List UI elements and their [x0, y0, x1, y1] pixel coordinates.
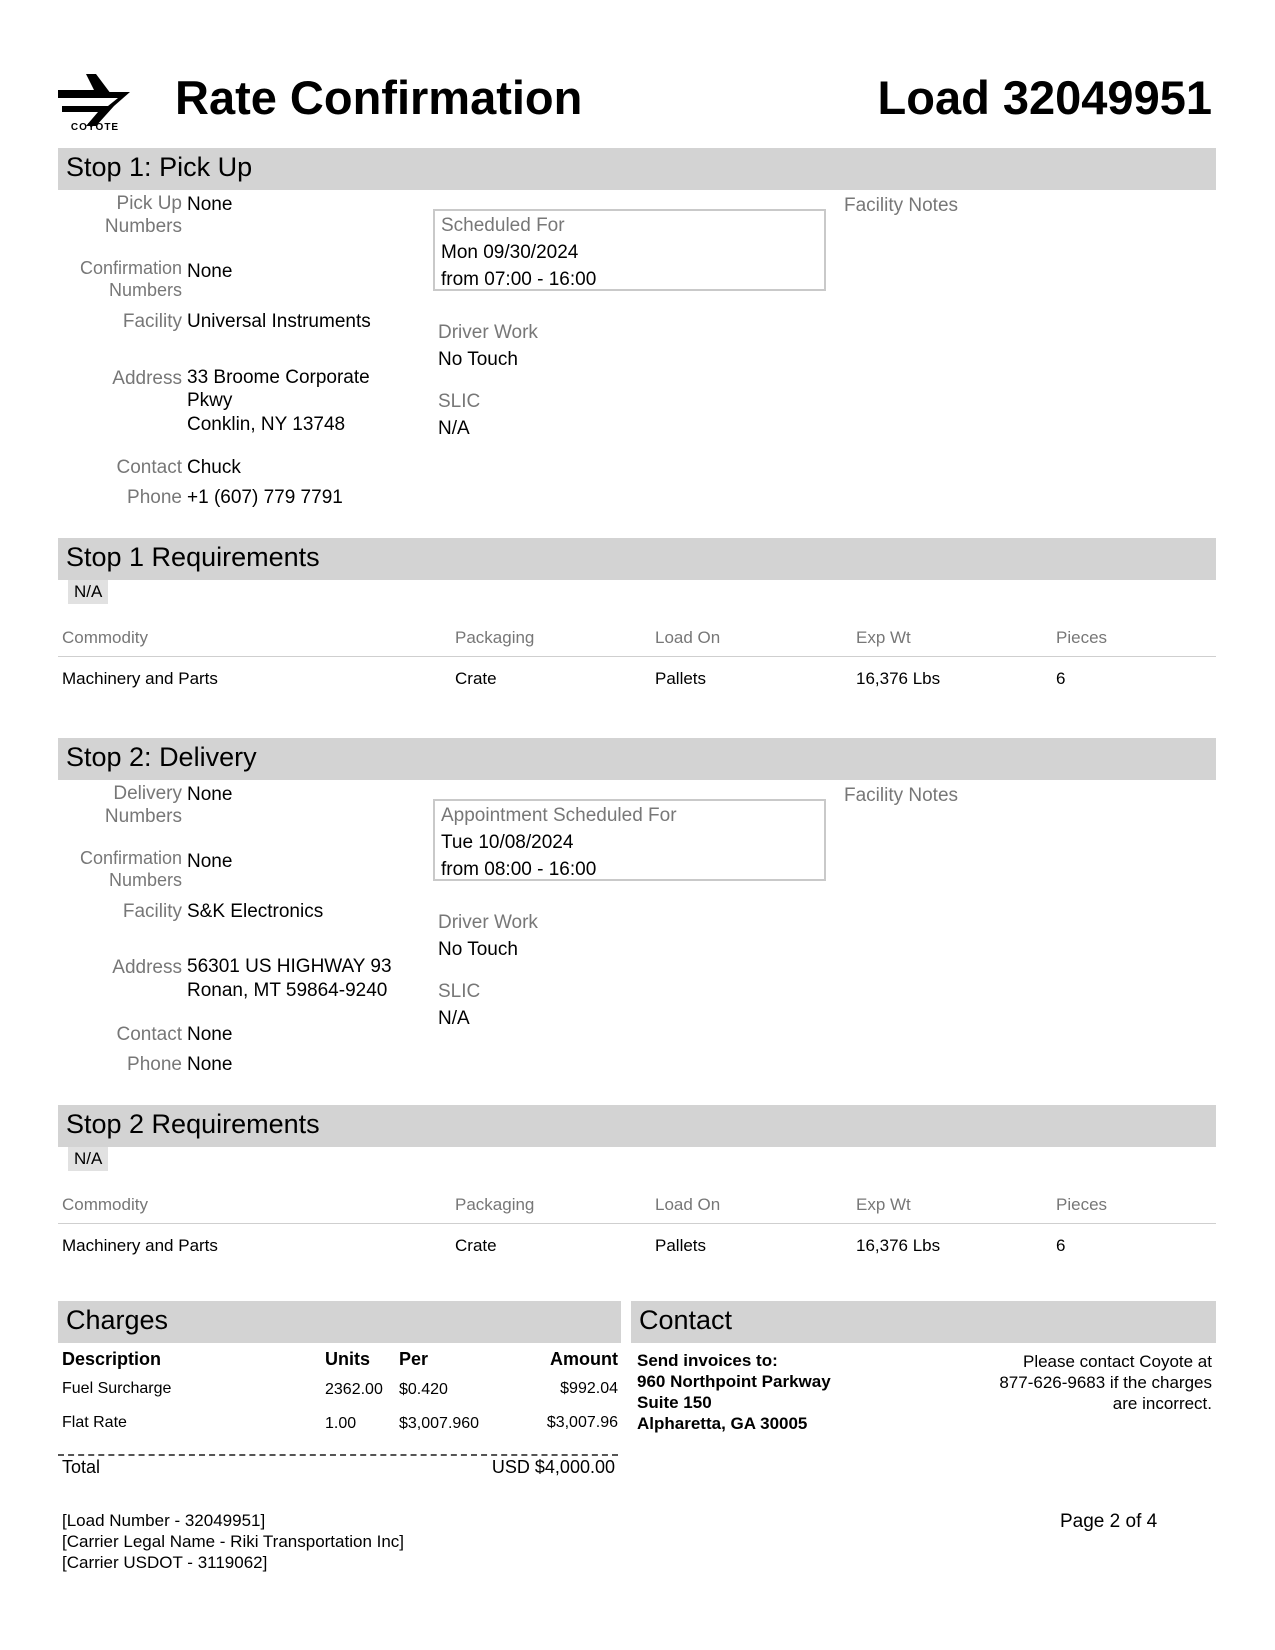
charge-row-1-description: Fuel Surcharge	[62, 1380, 172, 1397]
charges-total-divider	[58, 1454, 618, 1456]
contact-note: Please contact Coyote at 877-626-9683 if the charges are incorrect.	[999, 1352, 1212, 1413]
stop2-confirmation-label: Confirmation Numbers	[79, 848, 182, 890]
stop1-phone-value: +1 (607) 779 7791	[187, 487, 343, 508]
stop1-title: Stop 1: Pick Up	[66, 152, 253, 182]
stop1-requirements-bar	[58, 538, 1216, 580]
charge-row-1-amount: $992.04	[560, 1380, 618, 1397]
table-row	[58, 1224, 1216, 1257]
charges-header-bar	[58, 1301, 621, 1343]
cell-exp-wt: 16,376 Lbs	[856, 1236, 941, 1255]
stop2-schedule-box	[433, 799, 826, 881]
stop2-numbers-value: None	[187, 784, 233, 805]
stop2-slic-label: SLIC	[438, 981, 481, 1002]
cell-commodity: Machinery and Parts	[62, 669, 218, 688]
stop1-facility-notes-label: Facility Notes	[844, 195, 959, 216]
cell-pieces: 6	[1056, 669, 1066, 688]
stop1-contact-value: Chuck	[187, 457, 241, 478]
stop1-driver-work-label: Driver Work	[438, 322, 538, 343]
stop2-phone-label: Phone	[127, 1054, 182, 1075]
stop2-facility-notes-label: Facility Notes	[844, 785, 959, 806]
column-header-exp-wt: Exp Wt	[852, 628, 1052, 657]
stop1-requirements-title: Stop 1 Requirements	[66, 542, 320, 572]
invoice-address-line1: 960 Northpoint Parkway	[637, 1372, 831, 1391]
charge-row-1-per: $0.420	[399, 1381, 448, 1398]
stop1-confirmation-value: None	[187, 261, 233, 282]
stop1-schedule-label: Scheduled For	[441, 215, 565, 236]
charge-row-2-amount: $3,007.96	[546, 1414, 618, 1431]
stop2-facility-value: S&K Electronics	[187, 901, 324, 922]
column-header-load-on: Load On	[651, 628, 852, 657]
charge-row-2-per: $3,007.960	[399, 1415, 480, 1432]
table-row	[58, 657, 1216, 690]
stop2-driver-work-value: No Touch	[438, 939, 518, 960]
table-header-row	[58, 1195, 1216, 1224]
logo-text: COYOTE	[70, 122, 120, 133]
charge-row-2-units: 1.00	[325, 1415, 357, 1432]
stop1-schedule-box	[433, 209, 826, 291]
charge-row-2-description: Flat Rate	[62, 1414, 127, 1431]
stop2-requirements-badge: N/A	[68, 1147, 108, 1171]
stop2-schedule-date: Tue 10/08/2024	[441, 832, 574, 853]
contact-title: Contact	[639, 1305, 733, 1335]
stop1-requirements-badge: N/A	[68, 580, 108, 604]
invoice-address-line2: Suite 150	[637, 1393, 712, 1412]
stop2-facility-label: Facility	[122, 901, 182, 922]
charges-header-amount: Amount	[550, 1349, 618, 1369]
stop2-driver-work-label: Driver Work	[438, 912, 538, 933]
cell-packaging: Crate	[455, 669, 497, 688]
charges-header-description: Description	[62, 1349, 162, 1369]
stop1-schedule-date: Mon 09/30/2024	[441, 242, 579, 263]
stop2-slic-value: N/A	[438, 1008, 470, 1029]
column-header-packaging: Packaging	[451, 628, 651, 657]
stop1-schedule-time: from 07:00 - 16:00	[441, 269, 597, 290]
cell-load-on: Pallets	[655, 1236, 707, 1255]
invoice-label: Send invoices to:	[637, 1351, 778, 1370]
cell-commodity: Machinery and Parts	[62, 1236, 218, 1255]
charge-row-1-units: 2362.00	[325, 1381, 383, 1398]
stop1-contact-label: Contact	[116, 457, 182, 478]
footer-carrier-info	[62, 1510, 404, 1573]
charges-header-units: Units	[325, 1349, 370, 1369]
invoice-address-line3: Alpharetta, GA 30005	[637, 1414, 808, 1433]
stop1-numbers-value: None	[187, 194, 233, 215]
footer-load-number: [Load Number - 32049951]	[62, 1511, 266, 1530]
footer-carrier-usdot: [Carrier USDOT - 3119062]	[62, 1553, 268, 1572]
stop2-commodity-table	[58, 1195, 1216, 1256]
stop1-header-bar	[58, 148, 1216, 190]
stop1-numbers-label: Pick Up Numbers	[104, 193, 182, 237]
stop1-confirmation-label: Confirmation Numbers	[79, 258, 182, 300]
stop2-numbers-label: Delivery Numbers	[104, 783, 182, 827]
stop2-confirmation-value: None	[187, 851, 233, 872]
cell-packaging: Crate	[455, 1236, 497, 1255]
column-header-commodity: Commodity	[58, 628, 451, 657]
stop2-title: Stop 2: Delivery	[66, 742, 257, 772]
stop2-contact-label: Contact	[116, 1024, 182, 1045]
stop2-schedule-label: Appointment Scheduled For	[441, 805, 677, 826]
stop1-facility-value: Universal Instruments	[187, 311, 371, 332]
charges-title: Charges	[66, 1305, 169, 1335]
cell-exp-wt: 16,376 Lbs	[856, 669, 941, 688]
stop2-phone-value: None	[187, 1054, 233, 1075]
stop1-address-line1: 33 Broome Corporate	[187, 367, 370, 388]
stop1-address-line2: Pkwy	[187, 390, 233, 411]
stop2-requirements-title: Stop 2 Requirements	[66, 1109, 320, 1139]
stop1-address-line3: Conklin, NY 13748	[187, 414, 346, 435]
stop1-slic-label: SLIC	[438, 391, 481, 412]
cell-pieces: 6	[1056, 1236, 1066, 1255]
column-header-pieces: Pieces	[1052, 628, 1216, 657]
charges-header-per: Per	[399, 1349, 429, 1369]
document-title: Rate Confirmation	[175, 71, 583, 124]
cell-load-on: Pallets	[655, 669, 707, 688]
page-number: Page 2 of 4	[1060, 1511, 1158, 1532]
stop2-contact-value: None	[187, 1024, 233, 1045]
stop1-commodity-table	[58, 628, 1216, 689]
stop1-slic-value: N/A	[438, 418, 470, 439]
stop1-phone-label: Phone	[127, 487, 182, 508]
column-header-load-on: Load On	[651, 1195, 852, 1224]
stop2-address-line2: Ronan, MT 59864-9240	[187, 980, 388, 1001]
stop1-address-label: Address	[112, 368, 182, 389]
stop2-schedule-time: from 08:00 - 16:00	[441, 859, 597, 880]
footer-carrier-name: [Carrier Legal Name - Riki Transportation Inc]	[62, 1532, 405, 1551]
load-number-title: Load 32049951	[877, 71, 1212, 124]
table-header-row	[58, 628, 1216, 657]
stop1-driver-work-value: No Touch	[438, 349, 518, 370]
column-header-commodity: Commodity	[58, 1195, 451, 1224]
charges-total-value: USD $4,000.00	[491, 1457, 615, 1477]
column-header-exp-wt: Exp Wt	[852, 1195, 1052, 1224]
stop2-address-line1: 56301 US HIGHWAY 93	[187, 956, 392, 977]
charges-total-label: Total	[62, 1457, 101, 1477]
column-header-pieces: Pieces	[1052, 1195, 1216, 1224]
contact-header-bar	[631, 1301, 1216, 1343]
column-header-packaging: Packaging	[451, 1195, 651, 1224]
stop2-requirements-bar	[58, 1105, 1216, 1147]
stop1-facility-label: Facility	[122, 311, 182, 332]
stop2-header-bar	[58, 738, 1216, 780]
stop2-address-label: Address	[112, 957, 182, 978]
